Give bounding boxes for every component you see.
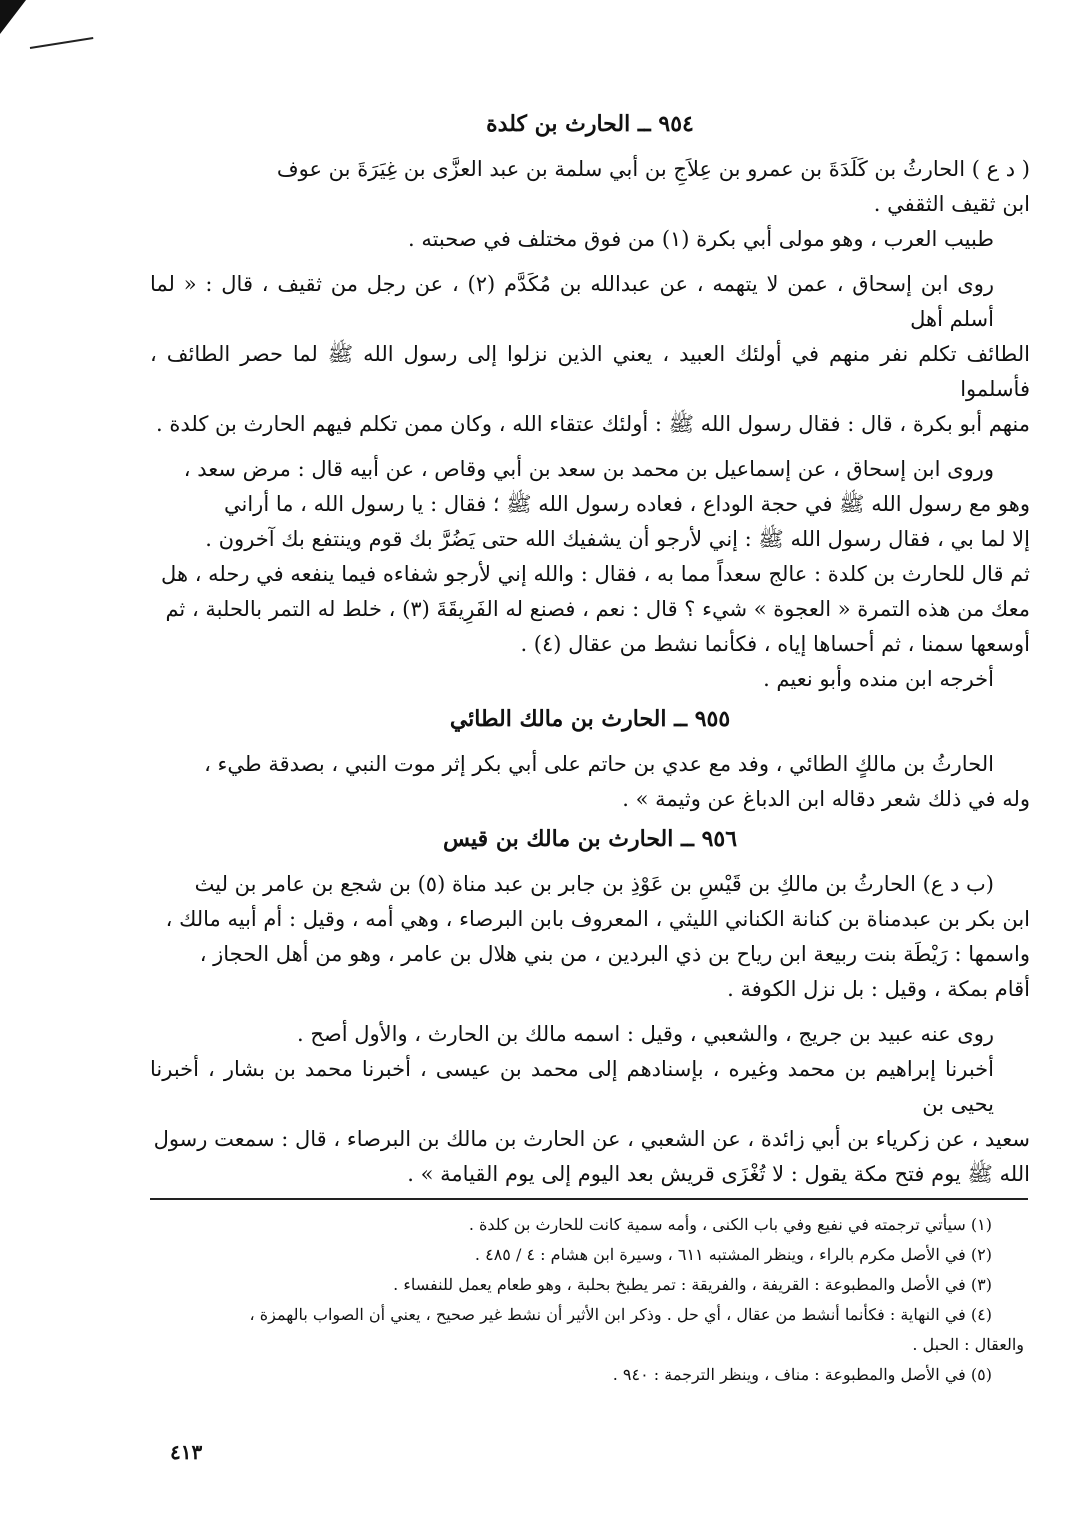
entry-title: ٩٥٤ ــ الحارث بن كلدة: [486, 111, 694, 137]
text-line: منهم أبو بكرة ، قال : فقال رسول الله ﷺ : أولئك عتقاء الله ، وكان ممن تكلم فيهم الحارث بن كلدة .: [156, 412, 1030, 436]
text-line: الطائف تكلم نفر منهم في أولئك العبيد ، يعني الذين نزلوا إلى رسول الله ﷺ لما حصر الطائف ، فأسلموا: [150, 342, 1030, 401]
text-line: ابن ثقيف الثقفي .: [873, 192, 1030, 216]
footnote-continuation: والعقال : الحبل .: [912, 1335, 1024, 1354]
text-line: وهو مع رسول الله ﷺ في حجة الوداع ، فعاده رسول الله ﷺ ؛ فقال : يا رسول الله ، ما أراني: [224, 492, 1030, 516]
text-line: (ب د ع) الحارثُ بن مالكِ بن قَيْسِ بن عَوْذِ بن جابر بن عبد مناة (٥) بن شجع بن عامر بن ليث: [194, 872, 994, 896]
corner-mark: [0, 0, 26, 34]
text-line: معك من هذه التمرة « العجوة » شيء ؟ قال : نعم ، فصنع له الفَرِيقَةَ (٣) ، خلط له التمر بالحلبة ، ثم: [165, 597, 1030, 621]
text-line: وله في ذلك شعر دقاله ابن الدباغ عن وثيمة » .: [622, 787, 1030, 811]
text-line: ( د ع ) الحارثُ بن كَلَدَةَ بن عمرو بن عِلاَجِ بن أبي سلمة بن عبد العزَّى بن غِيَرَةَ بن عوف: [276, 157, 1030, 181]
footnote: (٤) في النهاية : فكأنما أنشط من عقال ، أي حل . وذكر ابن الأثير أن نشط غير صحيح ، يعني أن الصواب بالهمزة ،: [249, 1305, 992, 1324]
text-line: أقام بمكة ، وقيل : بل نزل الكوفة .: [727, 977, 1030, 1001]
text-line: وروى ابن إسحاق ، عن إسماعيل بن محمد بن سعد بن أبي وقاص ، عن أبيه قال : مرض سعد ،: [183, 457, 994, 481]
text-line: طبيب العرب ، وهو مولى أبي بكرة (١) من فوق مختلف في صحبته .: [407, 227, 994, 251]
text-line: أخبرنا إبراهيم بن محمد وغيره ، بإسنادهم إلى محمد بن عيسى ، أخبرنا محمد بن بشار ، أخبرنا يحيى بن: [150, 1057, 994, 1116]
entry-954: [150, 108, 1030, 697]
text-line: الله ﷺ يوم فتح مكة يقول : لا تُغْزَى قريش بعد اليوم إلى يوم القيامة » .: [407, 1162, 1030, 1186]
footnote-divider: [150, 1198, 1028, 1200]
text-line: واسمها : رَيْطَة بنت ربيعة ابن رياح بن ذي البردين ، من بني هلال بن عامر ، وهو من أهل الحجاز ،: [199, 942, 1030, 966]
page-number: ٤١٣: [170, 1440, 203, 1464]
footnote: (٣) في الأصل والمطبوعة : القريفة ، والفريقة : تمر يطبخ بحلبة ، وهو طعام يعمل للنفساء .: [393, 1275, 992, 1294]
text-line: أخرجه ابن منده وأبو نعيم .: [763, 667, 994, 691]
text-line: ثم قال للحارث بن كلدة : عالج سعداً مما به ، فقال : والله إني لأرجو شفاءه فيما ينفعه في رحله ، هل: [161, 562, 1030, 586]
footnote: (٥) في الأصل والمطبوعة : مناف ، وينظر الترجمة : ٩٤٠ .: [612, 1365, 992, 1384]
footnote: (١) سيأتي ترجمته في نفيع وفي باب الكنى ، وأمه سمية كانت للحارث بن كلدة .: [468, 1215, 992, 1234]
text-line: ابن بكر بن عبدمناة بن كنانة الكناني الليثي ، المعروف بابن البرصاء ، وهي أمه ، وقيل : أم أبيه مالك ،: [165, 907, 1030, 931]
text-line: الحارثُ بن مالكٍ الطائي ، وفد مع عدي بن حاتم على أبي بكر إثر موت النبي ، بصدقة طيء ،: [204, 752, 994, 776]
entry-956: [150, 823, 1030, 1192]
entry-955: [150, 703, 1030, 817]
entry-title: ٩٥٦ ــ الحارث بن مالك بن قيس: [442, 826, 738, 852]
page-body: [150, 102, 1030, 1192]
footnote: (٢) في الأصل مكرم بالراء ، وينظر المشتبه ٦١١ ، وسيرة ابن هشام : ٤ / ٤٨٥ .: [474, 1245, 992, 1264]
text-line: روى ابن إسحاق ، عمن لا يتهمه ، عن عبدالله بن مُكَدَّم (٢) ، عن رجل من ثقيف ، قال : « لما أسلم أهل: [150, 272, 994, 331]
text-line: إلا لما بي ، فقال رسول الله ﷺ : إني لأرجو أن يشفيك الله حتى يَضُرَّ بك قوم وينتفع بك آخرون .: [205, 527, 1030, 551]
corner-pencil-line: [30, 37, 94, 49]
text-line: سعيد ، عن زكرياء بن أبي زائدة ، عن الشعبي ، عن الحارث بن مالك بن البرصاء ، قال : سمعت رسول: [153, 1127, 1030, 1151]
text-line: أوسعها سمنا ، ثم أحساها إياه ، فكأنما نشط من عقال (٤) .: [520, 632, 1030, 656]
entry-title: ٩٥٥ ــ الحارث بن مالك الطائي: [449, 706, 731, 732]
text-line: روى عنه عبيد بن جريج ، والشعبي ، وقيل : اسمه مالك بن الحارث ، والأول أصح .: [296, 1022, 994, 1046]
footnotes: [150, 1210, 1024, 1390]
